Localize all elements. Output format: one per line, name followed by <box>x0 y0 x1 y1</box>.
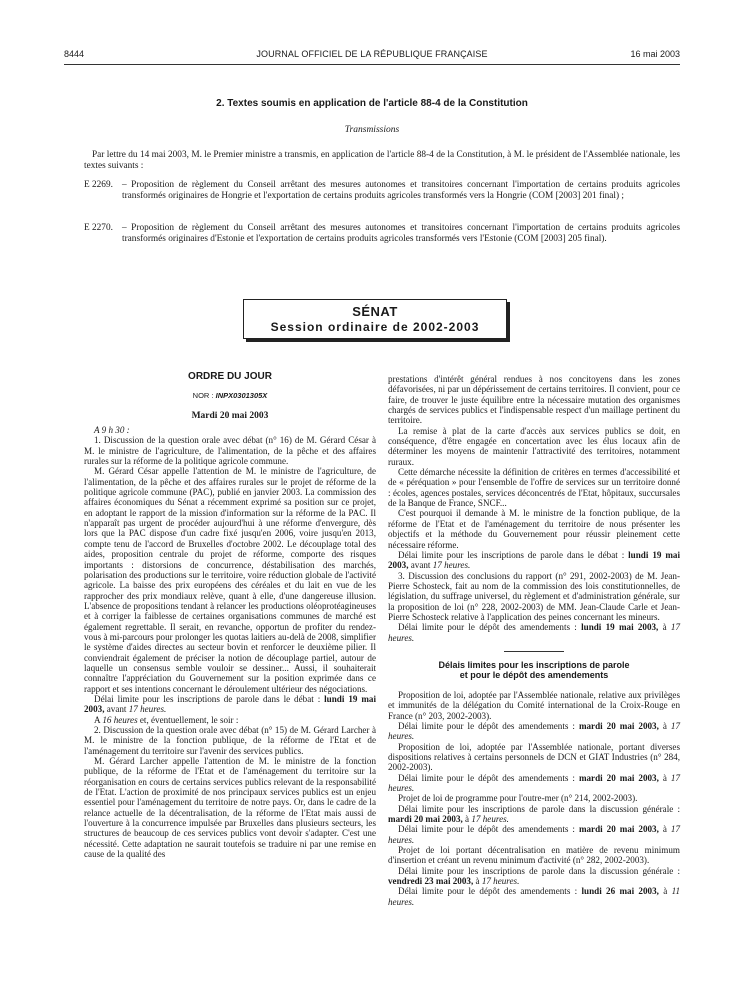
deadline-text: Délai limite pour les inscriptions de parole dans la discussion générale : <box>398 865 680 876</box>
deadline-text: avant <box>408 560 433 571</box>
deadline-paragraph <box>388 886 680 907</box>
nor-reference <box>84 391 376 401</box>
deadline-text: Délai limite pour les inscriptions de parole dans la discussion générale : <box>398 803 680 814</box>
e-item-code: E 2269. <box>84 180 113 190</box>
senat-title: SÉNAT <box>352 304 398 319</box>
ordre-du-jour-title: ORDRE DU JOUR <box>188 371 272 382</box>
deadline-time: 17 heures. <box>128 704 167 715</box>
e-item-code: E 2270. <box>84 223 113 233</box>
right-column <box>388 374 680 907</box>
deadline-text: à <box>658 886 672 897</box>
paragraph: C'est pourquoi il demande à M. le ministre de la fonction publique, de la réforme de l'Etat et de l'aménagement du territoire de nous présenter les objectifs et la méthode du Gouvernement pour réussir pleinement cette nécessaire réforme. <box>388 508 680 550</box>
nor-code: INPX0301305X <box>215 391 268 401</box>
deadline-text: à <box>462 814 472 825</box>
transmissions-title: Transmissions <box>344 125 400 135</box>
paragraph: 3. Discussion des conclusions du rapport (n° 291, 2002-2003) de M. Jean-Pierre Schosteck, fait au nom de la commission des lois constitutionnelles, de législation, du suffrage universel, du règlement et d'administration générale, sur la proposition de loi (n° 228, 2002-2003) de MM. Jean-Claude Carle et Jean-Pierre Schosteck relative à l'application des peines concernant les mineurs. <box>388 570 680 622</box>
paragraph: 2. Discussion de la question orale avec débat (n° 15) de M. Gérard Larcher à M. le ministre de la fonction publique, de la réforme de l'Etat et de l'aménagement du territoire sur l'avenir des services publics. <box>84 725 376 756</box>
deadline-paragraph <box>388 550 680 571</box>
deadline-date: mardi 20 mai 2003, <box>578 824 659 835</box>
deadline-date: lundi 19 mai 2003, <box>84 693 376 715</box>
deadline-text: à <box>473 876 482 887</box>
e-item-text: – Proposition de règlement du Conseil arrêtant des mesures autonomes et transitoires concernant l'importation de certains produits agricoles transformés originaires de Hongrie et l'exportation de certains produits agricoles transformés vers la Hongrie (COM [2003] 201 final) ; <box>122 180 680 202</box>
deadline-text: Délai limite pour le dépôt des amendements : <box>398 824 579 835</box>
time-text: A <box>94 714 103 725</box>
page-number: 8444 <box>64 49 85 59</box>
deadline-time: 17 heures. <box>471 814 509 825</box>
intro-paragraph: Par lettre du 14 mai 2003, M. le Premier ministre a transmis, en application de l'article 88-4 de la Constitution, à M. le président de l'Assemblée nationale, les textes suivants : <box>84 150 680 172</box>
paragraph: prestations d'intérêt général rendues à nos concitoyens dans les zones défavorisées, ni par un dépérissement de certains territoires. Il convient, pour ce faire, de trouver le juste équilibre entre la nécessaire mutation des organismes chargés de services publics et l'indispensable respect d'un maillage pertinent du territoire. <box>388 374 680 426</box>
paragraph: Projet de loi de programme pour l'outre-mer (n° 214, 2002-2003). <box>398 793 638 804</box>
paragraph: La remise à plat de la carte d'accès aux services publics se doit, en conséquence, d'être engagée en concertation avec les élus locaux afin de déterminer les moyens de maintenir l'attractivité des territoires, notamment ruraux. <box>388 425 680 467</box>
deadline-paragraph <box>388 721 680 742</box>
deadline-text: à <box>658 622 671 633</box>
e-item <box>84 223 680 245</box>
deadline-text: Délai limite pour les inscriptions de parole dans le débat : <box>398 549 629 560</box>
deadline-text: à <box>658 720 671 731</box>
delais-title-line-2: et pour le dépôt des amendements <box>459 670 609 681</box>
nor-label: NOR : <box>192 391 214 401</box>
deadline-paragraph <box>388 824 680 845</box>
deadline-paragraph <box>388 804 680 825</box>
deadline-text: Délai limite pour le dépôt des amendements : <box>398 720 579 731</box>
section-title: 2. Textes soumis en application de l'article 88-4 de la Constitution <box>216 98 528 109</box>
paragraph: Proposition de loi, adoptée par l'Assemblée nationale, portant diverses dispositions relatives à certains personnels de DCN et GIAT Industries (n° 284, 2002-2003). <box>388 741 680 773</box>
deadline-paragraph <box>388 866 680 887</box>
e-item <box>84 180 680 202</box>
delais-title <box>388 660 680 681</box>
header-rule <box>64 64 680 65</box>
deadline-time: 17 heures. <box>388 772 680 794</box>
deadline-text: Délai limite pour le dépôt des amendements : <box>398 622 582 633</box>
e-item-text: – Proposition de règlement du Conseil arrêtant des mesures autonomes et transitoires concernant l'importation de certains produits agricoles transformés originaires d'Estonie et l'exportation de certains produits agricoles transformés vers l'Estonie (COM [2003] 205 final). <box>122 223 680 245</box>
deadline-text: à <box>658 772 671 783</box>
deadline-date: lundi 26 mai 2003, <box>581 886 659 897</box>
day-title: Mardi 20 mai 2003 <box>191 410 269 421</box>
deadline-text: Délai limite pour les inscriptions de parole dans le débat : <box>94 693 325 704</box>
time-9h30: A 9 h 30 : <box>94 425 130 436</box>
deadline-text: à <box>658 824 671 835</box>
deadline-time: 17 heures. <box>388 622 681 643</box>
deadline-time: 17 heures. <box>432 560 471 571</box>
deadline-time: 17 heures. <box>481 876 520 887</box>
deadline-date: lundi 19 mai 2003, <box>388 549 680 571</box>
deadline-paragraph <box>388 773 680 794</box>
deadline-time: 17 heures. <box>388 720 680 742</box>
deadline-time: 11 heures. <box>388 886 680 907</box>
running-header <box>64 49 680 63</box>
journal-title: JOURNAL OFFICIEL DE LA RÉPUBLIQUE FRANÇAISE <box>256 49 488 59</box>
delais-title-line-1: Délais limites pour les inscriptions de parole <box>438 659 630 670</box>
senat-box <box>243 299 507 339</box>
deadline-date: mardi 20 mai 2003, <box>578 720 659 731</box>
paragraph: Cette démarche nécessite la définition de critères en termes d'accessibilité et de « péréquation » pour l'ensemble de l'offre de services sur un territoire donné : écoles, agences postales, services déconcentrés de l'Etat, hôpitaux, succursales de la Banque de France, SNCF... <box>388 467 680 509</box>
time-text: et, éventuellement, le soir : <box>137 714 239 725</box>
section-separator <box>504 651 564 652</box>
session-subtitle: Session ordinaire de 2002-2003 <box>270 320 480 334</box>
deadline-paragraph <box>84 694 376 715</box>
issue-date: 16 mai 2003 <box>630 49 680 59</box>
deadline-paragraph <box>388 622 680 643</box>
paragraph: M. Gérard César appelle l'attention de M. le ministre de l'agriculture, de l'alimentation, de la pêche et des affaires rurales sur le projet de réforme de la politique agricole commune (PAC), publié en janvier 2003. La commission des affaires économiques du Sénat a récemment exprimé sa position sur ce projet, en adoptant le rapport de la mission d'information sur la réforme de la PAC. Il n'apparaît pas urgent de procéder aujourd'hui à une réforme d'envergure, dès lors que la PAC dispose d'un cadre fixé jusqu'en 2006, voire jusqu'en 2013, compte tenu de l'accord de Bruxelles d'octobre 2002. Le découplage total des aides, proposition centrale du projet de réforme, comporte des risques importants : distorsions de concurrence, déstabilisation des marchés, polarisation des productions sur le territoire, voire réduction globale de l'activité agricole. La baisse des prix européens des céréales et du lait en vue de les rapprocher des prix mondiaux relève, quant à elle, d'une dangereuse illusion. L'absence de propositions tendant à relancer les productions oléoprotéagineuses et à corriger la faiblesse de certaines organisations communes de marché est également regrettable. Il serait, en revanche, opportun de profiter du rendez-vous à mi-parcours pour prolonger les quotas laitiers au-delà de 2008, simplifier le système d'aides directes au secteur bovin et renforcer le deuxième pilier. Il conviendrait également de préciser la notion de découplage partiel, autour de laquelle un consensus semble vouloir se dessiner... Aussi, il souhaiterait connaître l'appréciation du Gouvernement sur la position exprimée dans ce rapport et ses intentions concernant le déroulement ultérieur des négociations. <box>84 466 376 694</box>
deadline-text: Délai limite pour le dépôt des amendements : <box>398 886 582 897</box>
time-heading <box>84 425 376 435</box>
time-heading <box>84 715 376 725</box>
paragraph: Proposition de loi, adoptée par l'Assemblée nationale, relative aux privilèges et immunités de la délégation du Comité international de la Croix-Rouge en France (n° 203, 2002-2003). <box>388 689 680 721</box>
deadline-time: 17 heures. <box>388 824 680 845</box>
paragraph: 1. Discussion de la question orale avec débat (n° 16) de M. Gérard César à M. le ministre de l'agriculture, de l'alimentation, de la pêche et des affaires rurales sur la réforme de la politique agricole commune. <box>84 435 376 467</box>
paragraph: Projet de loi portant décentralisation en matière de revenu minimum d'insertion et créant un revenu minimum d'activité (n° 282, 2002-2003). <box>388 845 680 866</box>
left-column <box>84 372 376 859</box>
deadline-date: mardi 20 mai 2003, <box>578 772 659 783</box>
paragraph: M. Gérard Larcher appelle l'attention de M. le ministre de la fonction publique, de la réforme de l'Etat et de l'aménagement du territoire sur la réorganisation en cours de certains services publics relevant de la responsabilité de l'Etat. L'action de proximité de nos principaux services publics est un enjeu essentiel pour l'aménagement du territoire de notre pays. Or, dans le cadre de la relance actuelle de la décentralisation, de la réforme de l'Etat mais aussi de l'ouverture à la concurrence impulsée par Bruxelles dans plusieurs secteurs, les structures de beaucoup de ces services publics vont devoir s'adapter. C'est une nécessité. Cette adaptation ne saurait toutefois se traduire ni par une remise en cause de la qualité des <box>84 756 376 860</box>
deadline-date: lundi 19 mai 2003, <box>581 622 659 633</box>
deadline-text: avant <box>104 704 129 715</box>
deadline-text: Délai limite pour le dépôt des amendements : <box>398 772 579 783</box>
time-16h: 16 heures <box>102 714 138 725</box>
deadline-date: mardi 20 mai 2003, <box>388 814 463 825</box>
deadline-date: vendredi 23 mai 2003, <box>388 876 474 887</box>
